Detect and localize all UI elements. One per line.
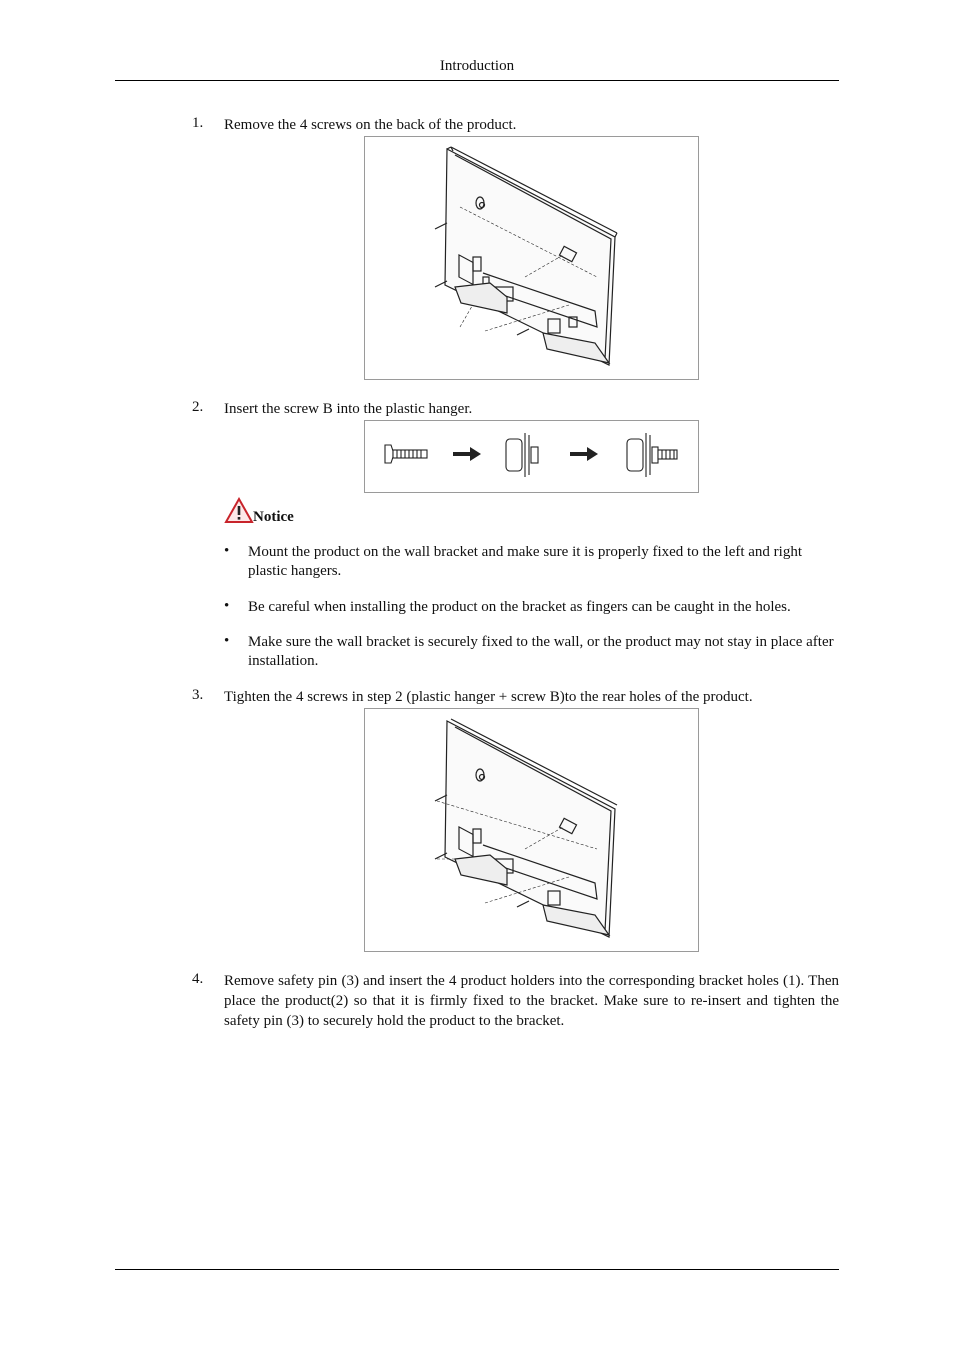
warning-triangle-icon: [224, 497, 254, 524]
notice-bullet-1: Mount the product on the wall bracket and make sure it is properly fixed to the left and right plastic hangers.: [248, 544, 803, 579]
step-4-text: Remove safety pin (3) and insert the 4 product holders into the corresponding bracket holes (1). Then place the product(2) so that it is firmly fixed to the bracket. Make sure to re-insert and tighten the safety pin (3) to securely hold the product to the bracket.: [224, 973, 839, 1029]
step-3-number: 3.: [192, 687, 204, 703]
bullet-marker: •: [224, 543, 230, 559]
step-2-text: Insert the screw B into the plastic hanger.: [224, 401, 473, 417]
header-rule: [115, 80, 839, 81]
figure-tighten-screws: [364, 708, 699, 952]
notice-label: Notice: [253, 509, 294, 525]
notice-bullet-3: Make sure the wall bracket is securely fixed to the wall, or the product may not stay in place after installation.: [248, 634, 834, 669]
step-4-number: 4.: [192, 971, 204, 987]
step-3-text: Tighten the 4 screws in step 2 (plastic hanger + screw B)to the rear holes of the product.: [224, 689, 753, 705]
step-2-number: 2.: [192, 399, 204, 415]
figure-insert-screw: [364, 420, 699, 493]
screw-hanger-illustration: [365, 421, 698, 492]
bullet-marker: •: [224, 633, 230, 649]
bullet-marker: •: [224, 598, 230, 614]
header-title: Introduction: [439, 58, 515, 74]
figure-remove-screws: [364, 136, 699, 380]
notice-bullet-2: Be careful when installing the product on the bracket as fingers can be caught in the holes.: [248, 599, 791, 615]
step-1-number: 1.: [192, 115, 204, 131]
tv-back-illustration: [365, 137, 698, 379]
step-1-text: Remove the 4 screws on the back of the product.: [224, 117, 517, 133]
notice: [224, 497, 294, 527]
tv-back-illustration: [365, 709, 698, 951]
footer-rule: [115, 1269, 839, 1270]
